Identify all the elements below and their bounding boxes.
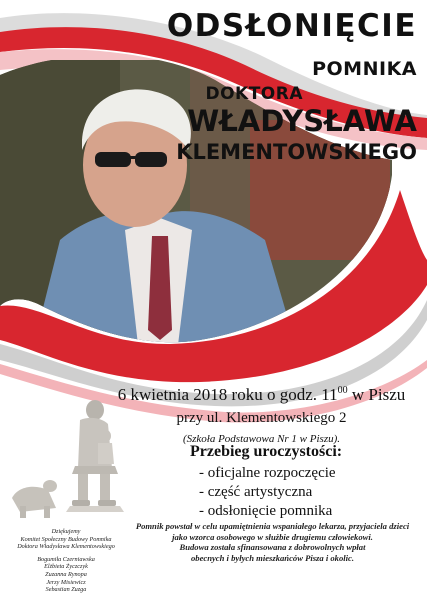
note-line-2: jako wzorca osobowego w służbie drugiemu człowiekowi. [172,531,373,542]
committee-member: Jerzy Misiewicz [46,578,86,586]
program-list [199,464,342,521]
program-section [190,442,342,521]
title-line-5: KLEMENTOWSKIEGO [176,140,417,164]
event-address: przy ul. Klementowskiego 2 [176,410,347,426]
title-line-4: WŁADYSŁAWA [187,104,417,138]
program-item: - część artystyczna [199,484,313,500]
committee-member: Elżbieta Życzczyk [44,563,88,571]
thanks-line-3: Doktora Władysława Klementowskiego [17,543,115,551]
event-school: (Szkoła Podstawowa Nr 1 w Piszu). [182,433,341,445]
event-date-main: 6 kwietnia 2018 roku o godz. 11 [117,385,338,404]
program-heading: Przebieg uroczystości: [190,443,343,460]
event-date-tail: w Piszu [347,385,406,404]
thanks-section [12,528,120,594]
title-line-2: POMNIKA [312,58,417,80]
program-item: - oficjalne rozpoczęcie [199,465,336,481]
monument-note [120,521,425,563]
committee-member: Sebastian Zuzga [45,586,87,594]
note-line-4: obecnych i byłych mieszkańców Pisza i okolic. [190,552,355,563]
thanks-line-2: Komitet Społeczny Budowy Pomnika [20,535,112,543]
committee-member: Zuzanna Rynopa [45,570,87,578]
event-time-minutes: 00 [337,385,348,396]
committee-member: Bogumiła Czerniawska [37,555,95,563]
note-line-3: Budowa została sfinansowana z dobrowolnych wpłat [179,542,366,553]
event-date [96,380,427,406]
title-line-1: ODSŁONIĘCIE [166,8,417,44]
note-line-1: Pomnik powstał w celu upamiętnienia wspaniałego lekarza, przyjaciela dzieci [135,521,410,531]
thanks-line-1: Dziękujemy [51,528,81,535]
title-line-3: DOKTORA [205,84,303,104]
event-details [96,380,427,447]
program-item: - odsłonięcie pomnika [199,503,333,519]
